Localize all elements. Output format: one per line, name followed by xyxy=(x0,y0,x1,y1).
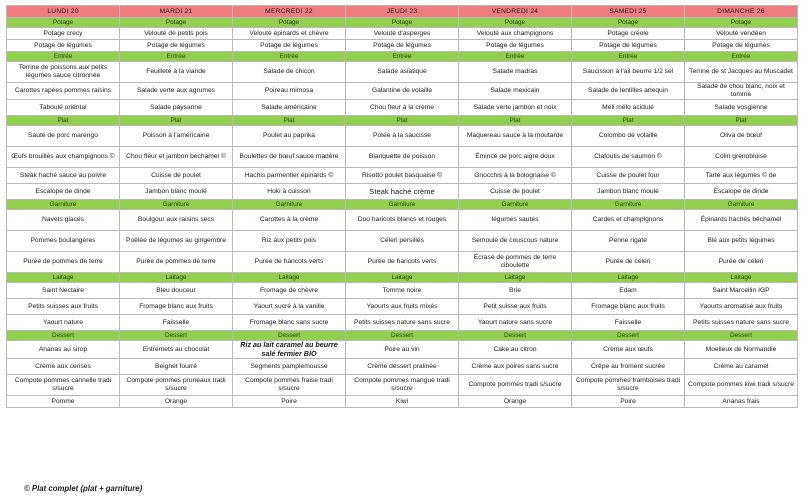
menu-row xyxy=(7,126,798,147)
menu-item: Tarte aux légumes © de xyxy=(685,168,798,184)
menu-item: Steak haché crème xyxy=(346,184,459,200)
menu-item: Potage de légumes xyxy=(233,40,346,52)
menu-item: Entremets au chocolat xyxy=(120,341,233,359)
category-label: Potage xyxy=(120,18,233,28)
category-label: Garniture xyxy=(7,200,120,210)
category-label: Plat xyxy=(346,116,459,126)
menu-item: Crêpe au froment sucrée xyxy=(572,359,685,375)
menu-row xyxy=(7,40,798,52)
menu-row xyxy=(7,299,798,315)
category-label: Garniture xyxy=(572,200,685,210)
menu-item: Velouté aux champignons xyxy=(459,28,572,40)
day-header: LUNDI 20 xyxy=(7,6,120,18)
menu-item: Maquereau sauce à la moutarde xyxy=(459,126,572,147)
menu-row xyxy=(7,359,798,375)
menu-item: Potage de légumes xyxy=(7,40,120,52)
category-label: Entrée xyxy=(7,52,120,62)
category-label: Potage xyxy=(572,18,685,28)
menu-table-body xyxy=(7,6,798,408)
menu-item: Blé aux petits légumes xyxy=(685,231,798,252)
category-label: Potage xyxy=(685,18,798,28)
menu-item: Purée de haricots verts xyxy=(233,252,346,273)
category-row xyxy=(7,331,798,341)
menu-item: Duo haricots blancs et rouges xyxy=(346,210,459,231)
menu-item: Compote pommes cannelle tradi s/sucre xyxy=(7,375,120,396)
category-row xyxy=(7,273,798,283)
menu-item: Fromage blanc sans sucre xyxy=(233,315,346,331)
category-label: Dessert xyxy=(120,331,233,341)
day-header: DIMANCHE 26 xyxy=(685,6,798,18)
category-label: Entrée xyxy=(685,52,798,62)
category-label: Plat xyxy=(7,116,120,126)
category-row xyxy=(7,200,798,210)
category-label: Entrée xyxy=(346,52,459,62)
menu-item: Fromage blanc aux fruits xyxy=(572,299,685,315)
menu-item: Saint Marcellin IGP xyxy=(685,283,798,299)
menu-item: Taboulé oriental xyxy=(7,100,120,116)
menu-item: Escalope de dinde xyxy=(685,184,798,200)
menu-item: Crème dessert pralinée xyxy=(346,359,459,375)
day-header: MARDI 21 xyxy=(120,6,233,18)
menu-item: Edam xyxy=(572,283,685,299)
menu-item: Potage de légumes xyxy=(346,40,459,52)
menu-item: Saucisson à l'ail beurre 1/2 sel xyxy=(572,62,685,83)
category-label: Laitage xyxy=(572,273,685,283)
category-label: Entrée xyxy=(572,52,685,62)
menu-item: Salade madras xyxy=(459,62,572,83)
category-row xyxy=(7,18,798,28)
menu-item: Poire xyxy=(233,396,346,408)
menu-item: Ananas frais xyxy=(685,396,798,408)
menu-item: Ananas au sirop xyxy=(7,341,120,359)
menu-row xyxy=(7,396,798,408)
menu-row xyxy=(7,184,798,200)
menu-item: Fromage blanc aux fruits xyxy=(120,299,233,315)
menu-item: Kiwi xyxy=(346,396,459,408)
menu-item: Cake au citron xyxy=(459,341,572,359)
menu-item: Cuisse de poulet xyxy=(120,168,233,184)
day-header: JEUDI 23 xyxy=(346,6,459,18)
menu-item: Petits suisses nature sans sucre xyxy=(346,315,459,331)
menu-row xyxy=(7,147,798,168)
menu-row xyxy=(7,210,798,231)
menu-row xyxy=(7,341,798,359)
menu-item: Poireau mimosa xyxy=(233,83,346,100)
category-label: Dessert xyxy=(459,331,572,341)
weekly-menu-table xyxy=(6,5,798,408)
menu-item: Salade verte jambon et noix xyxy=(459,100,572,116)
category-label: Entrée xyxy=(120,52,233,62)
menu-item: Poulet au paprika xyxy=(233,126,346,147)
category-label: Garniture xyxy=(685,200,798,210)
menu-item: Chou fleur à la crème xyxy=(346,100,459,116)
menu-item: Velouté vendéen xyxy=(685,28,798,40)
menu-item: Purée de pommes de terre xyxy=(7,252,120,273)
menu-item: Bleu douceur xyxy=(120,283,233,299)
day-header: MERCREDI 22 xyxy=(233,6,346,18)
menu-item: Steak haché sauce au poivre xyxy=(7,168,120,184)
menu-row xyxy=(7,28,798,40)
menu-item: Boulettes de bœuf sauce madère xyxy=(233,147,346,168)
menu-item: Fromage de chèvre xyxy=(233,283,346,299)
menu-item: Yaourt nature xyxy=(7,315,120,331)
category-label: Plat xyxy=(120,116,233,126)
menu-item: Riz au lait caramel au beurre salé fermier BIO xyxy=(233,341,346,359)
menu-row xyxy=(7,62,798,83)
day-header: SAMEDI 25 xyxy=(572,6,685,18)
day-header-row xyxy=(7,6,798,18)
menu-item: Poire xyxy=(572,396,685,408)
menu-item: Potage de légumes xyxy=(572,40,685,52)
menu-row xyxy=(7,315,798,331)
menu-item: Salade mexicain xyxy=(459,83,572,100)
menu-item: Salade de chicon xyxy=(233,62,346,83)
menu-item: Yaourt sucré à la vanille xyxy=(233,299,346,315)
menu-item: Velouté épinards et chèvre xyxy=(233,28,346,40)
category-row xyxy=(7,116,798,126)
menu-item: Beignet fourré xyxy=(120,359,233,375)
menu-row xyxy=(7,231,798,252)
menu-item: Velouté d'asperges xyxy=(346,28,459,40)
menu-item: Carottes à la crème xyxy=(233,210,346,231)
menu-item: Moelleux de Normandie xyxy=(685,341,798,359)
footnote: © Plat complet (plat + garniture) xyxy=(24,484,143,493)
category-label: Dessert xyxy=(7,331,120,341)
menu-item: Hoki à cuisson xyxy=(233,184,346,200)
menu-item: Salade verte aux agrumes xyxy=(120,83,233,100)
menu-item: Colin grenobloise xyxy=(685,147,798,168)
category-label: Dessert xyxy=(685,331,798,341)
menu-item: Hachis parmentier épinards © xyxy=(233,168,346,184)
menu-item: Yaourt nature sans sucre xyxy=(459,315,572,331)
menu-item: Navets glacés xyxy=(7,210,120,231)
menu-item: Pommes boulangères xyxy=(7,231,120,252)
menu-item: Tomme noire xyxy=(346,283,459,299)
menu-item: Poire au vin xyxy=(346,341,459,359)
menu-item: Céleri persillés xyxy=(346,231,459,252)
menu-item: Cardes et champignons xyxy=(572,210,685,231)
category-label: Potage xyxy=(346,18,459,28)
menu-item: Poêlée de légumes au gingembre xyxy=(120,231,233,252)
menu-item: Purée de céleri xyxy=(685,252,798,273)
category-label: Garniture xyxy=(120,200,233,210)
menu-item: Salade asiatique xyxy=(346,62,459,83)
menu-item: Crème aux cerises xyxy=(7,359,120,375)
day-header: VENDREDI 24 xyxy=(459,6,572,18)
category-label: Laitage xyxy=(459,273,572,283)
menu-item: Faisselle xyxy=(120,315,233,331)
menu-row xyxy=(7,283,798,299)
menu-item: Potée à la saucisse xyxy=(346,126,459,147)
menu-row xyxy=(7,252,798,273)
menu-item: Pomme xyxy=(7,396,120,408)
menu-item: Potage crecy xyxy=(7,28,120,40)
menu-item: Purée de céleri xyxy=(572,252,685,273)
menu-item: Oliva de bœuf xyxy=(685,126,798,147)
menu-item: Yaourts aromatisé aux fruits xyxy=(685,299,798,315)
category-label: Laitage xyxy=(7,273,120,283)
menu-item: légumes sautés xyxy=(459,210,572,231)
menu-item: Carottes rapées pommes raisins xyxy=(7,83,120,100)
menu-item: Penne rigate xyxy=(572,231,685,252)
category-label: Garniture xyxy=(233,200,346,210)
menu-item: Compote pommes kiwi tradi s/sucre xyxy=(685,375,798,396)
category-label: Potage xyxy=(459,18,572,28)
category-label: Entrée xyxy=(459,52,572,62)
menu-item: Clafoutis de saumon © xyxy=(572,147,685,168)
category-label: Dessert xyxy=(572,331,685,341)
menu-item: Segments pamplemousse xyxy=(233,359,346,375)
menu-item: Boulgour aux raisins secs xyxy=(120,210,233,231)
category-label: Plat xyxy=(685,116,798,126)
menu-item: Yaourts aux fruits mixés xyxy=(346,299,459,315)
category-label: Dessert xyxy=(346,331,459,341)
menu-item: Potage de légumes xyxy=(120,40,233,52)
menu-item: Brie xyxy=(459,283,572,299)
menu-item: Terrine de st Jacques au Muscadet xyxy=(685,62,798,83)
menu-item: Compote pommes pruneaux tradi s/sucre xyxy=(120,375,233,396)
menu-item: Méli mélo acidulé xyxy=(572,100,685,116)
menu-item: Riz aux petits pois xyxy=(233,231,346,252)
menu-item: Orange xyxy=(120,396,233,408)
menu-item: Œufs brouillés aux champignons © xyxy=(7,147,120,168)
menu-item: Crème aux œufs xyxy=(572,341,685,359)
menu-row xyxy=(7,168,798,184)
category-label: Laitage xyxy=(346,273,459,283)
category-label: Potage xyxy=(7,18,120,28)
menu-item: Colombo de volaille xyxy=(572,126,685,147)
menu-item: Salade de lentilles arlequin xyxy=(572,83,685,100)
menu-item: Faisselle xyxy=(572,315,685,331)
category-label: Garniture xyxy=(346,200,459,210)
menu-item: Terrine de poissons aux petits légumes sauce citronnée xyxy=(7,62,120,83)
menu-item: Jambon blanc moulé xyxy=(120,184,233,200)
menu-row xyxy=(7,83,798,100)
menu-item: Semoule de couscous nature xyxy=(459,231,572,252)
menu-item: Escalope de dinde xyxy=(7,184,120,200)
menu-item: Sauté de porc marengo xyxy=(7,126,120,147)
menu-item: Émincé de porc aigre doux xyxy=(459,147,572,168)
category-label: Dessert xyxy=(233,331,346,341)
menu-item: Compote pommes framboises tradi s/sucre xyxy=(572,375,685,396)
menu-item: Compote pommes mangue tradi s/sucre xyxy=(346,375,459,396)
menu-item: Galantine de volaille xyxy=(346,83,459,100)
category-label: Garniture xyxy=(459,200,572,210)
menu-item: Petit suisse aux fruits xyxy=(459,299,572,315)
menu-item: Purée de haricots verts xyxy=(346,252,459,273)
menu-item: Salade américaine xyxy=(233,100,346,116)
category-row xyxy=(7,52,798,62)
menu-row xyxy=(7,375,798,396)
menu-item: Salade de chou blanc, noix et tomme xyxy=(685,83,798,100)
menu-item: Feuilleté à la viande xyxy=(120,62,233,83)
menu-item: Épinards hachés béchamel xyxy=(685,210,798,231)
category-label: Plat xyxy=(572,116,685,126)
menu-item: Crème aux poires sans sucre xyxy=(459,359,572,375)
menu-item: Orange xyxy=(459,396,572,408)
menu-item: Blanquette de poisson xyxy=(346,147,459,168)
menu-item: Salade vosgienne xyxy=(685,100,798,116)
menu-item: Salade paysanne xyxy=(120,100,233,116)
category-label: Plat xyxy=(459,116,572,126)
menu-item: Potage de légumes xyxy=(459,40,572,52)
category-label: Potage xyxy=(233,18,346,28)
menu-item: Jambon blanc moulé xyxy=(572,184,685,200)
menu-item: Cuisse de poulet four xyxy=(572,168,685,184)
category-label: Laitage xyxy=(233,273,346,283)
category-label: Plat xyxy=(233,116,346,126)
menu-item: Compote pommes fraise tradi s/sucre xyxy=(233,375,346,396)
menu-item: Chou fleur et jambon béchamel © xyxy=(120,147,233,168)
menu-item: Petits suisses nature sans sucre xyxy=(685,315,798,331)
menu-item: Poisson à l'américaine xyxy=(120,126,233,147)
menu-item: Purée de pommes de terre xyxy=(120,252,233,273)
category-label: Entrée xyxy=(233,52,346,62)
menu-item: Risotto poulet basquaise © xyxy=(346,168,459,184)
category-label: Laitage xyxy=(120,273,233,283)
menu-item: Potage de légumes xyxy=(685,40,798,52)
menu-item: Saint Nectaire xyxy=(7,283,120,299)
menu-item: Écrasé de pommes de terre ciboulette xyxy=(459,252,572,273)
menu-item: Compote pommes tradi s/sucre xyxy=(459,375,572,396)
menu-item: Potage créole xyxy=(572,28,685,40)
menu-row xyxy=(7,100,798,116)
category-label: Laitage xyxy=(685,273,798,283)
menu-item: Crème au caramel xyxy=(685,359,798,375)
menu-item: Velouté de petits pois xyxy=(120,28,233,40)
menu-item: Cuisse de poulet xyxy=(459,184,572,200)
menu-item: Petits suisses aux fruits xyxy=(7,299,120,315)
menu-item: Gnocchis à la bolognaise © xyxy=(459,168,572,184)
